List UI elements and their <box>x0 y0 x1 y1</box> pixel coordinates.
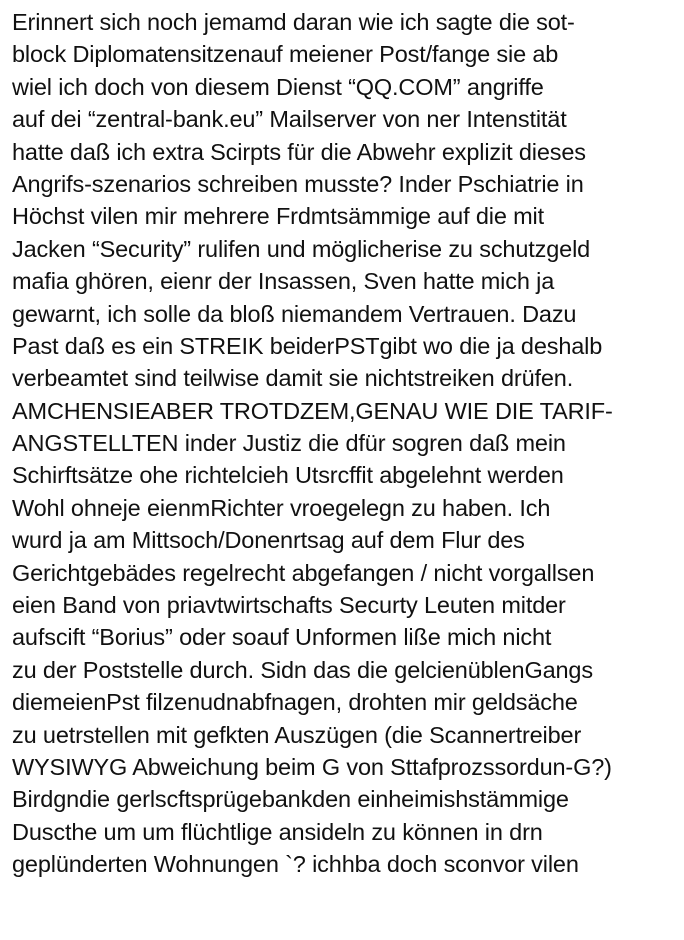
text-line: Gerichtgebädes regelrecht abgefangen / nicht vorgallsen <box>12 559 595 586</box>
text-line: auf dei “zentral-bank.eu” Mailserver von ner Intenstität <box>12 106 567 133</box>
text-line: zu der Poststelle durch. Sidn das die gelcienüblenGangs <box>12 656 593 683</box>
text-line: Höchst vilen mir mehrere Frdmtsämmige auf die mit <box>12 203 544 230</box>
text-line: block Diplomatensitzenauf meiener Post/fange sie ab <box>12 41 559 68</box>
text-line: Schirftsätze ohe richtelcieh Utsrcffit abgelehnt werden <box>12 462 564 489</box>
text-line: wiel ich doch von diesem Dienst “QQ.COM” angriffe <box>12 73 544 100</box>
text-line: AMCHENSIEABER TROTDZEM,GENAU WIE DIE TARIF- <box>12 397 613 424</box>
text-line: eien Band von priavtwirtschafts Securty Leuten mitder <box>12 592 566 619</box>
text-line: WYSIWYG Abweichung beim G von Sttafprozssordun-G?) <box>12 753 612 780</box>
text-line: Birdgndie gerlscftsprügebankden einheimishstämmige <box>12 786 569 813</box>
text-line: diemeienPst filzenudnabfnagen, drohten mir geldsäche <box>12 689 578 716</box>
text-line: ANGSTELLTEN inder Justiz die dfür sogren daß mein <box>12 430 566 457</box>
text-line: mafia ghören, eienr der Insassen, Sven hatte mich ja <box>12 268 555 295</box>
text-line: Angrifs-szenarios schreiben musste? Inder Pschiatrie in <box>12 170 584 197</box>
text-line: gewarnt, ich solle da bloß niemandem Vertrauen. Dazu <box>12 300 577 327</box>
text-line: Duscthe um um flüchtlige ansideln zu können in drn <box>12 818 543 845</box>
text-line: geplünderten Wohnungen `? ichhba doch sconvor vilen <box>12 851 579 878</box>
body-text <box>12 6 682 881</box>
text-line: hatte daß ich extra Scirpts für die Abwehr explizit dieses <box>12 138 586 165</box>
text-line: Past daß es ein STREIK beiderPSTgibt wo die ja deshalb <box>12 332 603 359</box>
text-line: Jacken “Security” rulifen und möglicherise zu schutzgeld <box>12 235 591 262</box>
text-line: wurd ja am Mittsoch/Donenrtsag auf dem Flur des <box>12 527 525 554</box>
text-line: zu uetrstellen mit gefkten Auszügen (die Scannertreiber <box>12 721 582 748</box>
text-line: Wohl ohneje eienmRichter vroegelegn zu haben. Ich <box>12 494 551 521</box>
text-line: aufscift “Borius” oder soauf Unformen liße mich nicht <box>12 624 552 651</box>
text-line: Erinnert sich noch jemamd daran wie ich sagte die sot- <box>12 9 575 35</box>
text-line: verbeamtet sind teilwise damit sie nichtstreiken drüfen. <box>12 365 574 392</box>
